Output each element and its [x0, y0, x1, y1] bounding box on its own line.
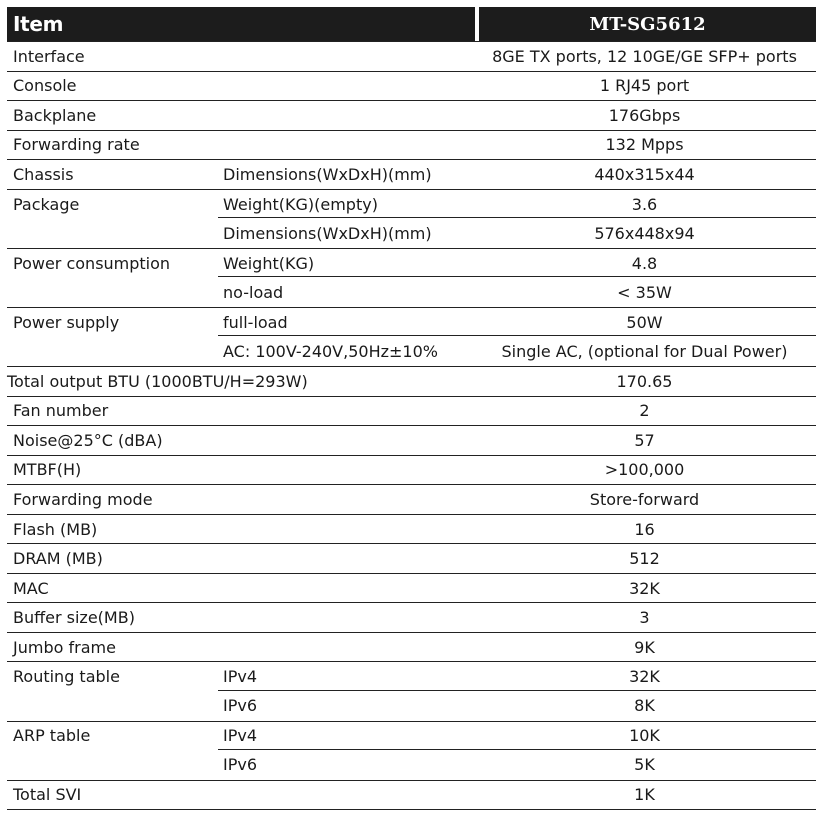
row-label: MAC — [13, 578, 49, 598]
row-value: Store-forward — [589, 489, 700, 509]
row-divider — [218, 335, 816, 336]
row-divider — [218, 749, 816, 750]
row-value: 3.6 — [631, 194, 658, 214]
table-row — [7, 366, 816, 396]
table-row — [7, 396, 816, 426]
table-row — [7, 484, 816, 514]
row-value: 10K — [629, 726, 660, 746]
row-label: Power consumption — [13, 253, 171, 273]
row-sublabel: AC: 100V-240V,50Hz±10% — [223, 341, 438, 361]
row-value: 2 — [639, 401, 650, 421]
row-label: Console — [13, 76, 77, 96]
row-sublabel: IPv4 — [223, 726, 258, 746]
table-body — [7, 41, 816, 810]
row-sublabel: IPv6 — [223, 696, 258, 716]
table-row — [7, 71, 816, 101]
row-divider — [218, 276, 816, 277]
table-row — [7, 159, 816, 189]
row-label: Noise@25°C (dBA) — [13, 430, 163, 450]
table-header — [7, 7, 816, 41]
table-row — [7, 425, 816, 455]
row-value: 8GE TX ports, 12 10GE/GE SFP+ ports — [492, 46, 797, 66]
table-row — [7, 543, 816, 573]
table-row — [7, 218, 816, 248]
row-label: Routing table — [13, 667, 120, 687]
table-bottom-border — [7, 809, 816, 810]
row-label: Total SVI — [13, 785, 82, 805]
row-value: 1 RJ45 port — [599, 76, 690, 96]
row-sublabel: IPv6 — [223, 755, 258, 775]
table-row — [7, 455, 816, 485]
row-sublabel: Dimensions(WxDxH)(mm) — [223, 164, 432, 184]
table-row — [7, 750, 816, 780]
row-value: 132 Mpps — [605, 135, 684, 155]
table-row — [7, 602, 816, 632]
row-value: 4.8 — [631, 253, 658, 273]
table-row — [7, 307, 816, 337]
row-value: 9K — [634, 637, 655, 657]
row-label: Backplane — [13, 105, 97, 125]
row-divider — [218, 217, 816, 218]
table-row — [7, 691, 816, 721]
row-value: 512 — [629, 549, 660, 569]
table-row — [7, 661, 816, 691]
row-label: Forwarding rate — [13, 135, 140, 155]
row-sublabel: Dimensions(WxDxH)(mm) — [223, 223, 432, 243]
table-row — [7, 336, 816, 366]
row-value: 1K — [634, 785, 655, 805]
row-label: ARP table — [13, 726, 91, 746]
row-value: 16 — [634, 519, 655, 539]
row-value: >100,000 — [604, 460, 685, 480]
row-value: 5K — [634, 755, 655, 775]
row-value: 576x448x94 — [594, 223, 695, 243]
row-label: Chassis — [13, 164, 74, 184]
table-row — [7, 632, 816, 662]
row-label: Power supply — [13, 312, 120, 332]
table-row — [7, 721, 816, 751]
row-value: 170.65 — [616, 371, 673, 391]
table-row — [7, 248, 816, 278]
table-row — [7, 780, 816, 810]
row-label: Buffer size(MB) — [13, 608, 135, 628]
row-label: Package — [13, 194, 80, 214]
row-label: Jumbo frame — [13, 637, 116, 657]
row-value: Single AC, (optional for Dual Power) — [501, 341, 788, 361]
table-row — [7, 41, 816, 71]
table-row — [7, 514, 816, 544]
row-sublabel: Weight(KG) — [223, 253, 315, 273]
table-row — [7, 573, 816, 603]
table-row — [7, 100, 816, 130]
row-sublabel: Weight(KG)(empty) — [223, 194, 378, 214]
row-sublabel: full-load — [223, 312, 288, 332]
row-label: Total output BTU (1000BTU/H=293W) — [7, 371, 308, 391]
table-row — [7, 130, 816, 160]
row-value: 32K — [629, 578, 660, 598]
row-value: 176Gbps — [608, 105, 681, 125]
row-value: 57 — [634, 430, 655, 450]
row-value: 32K — [629, 667, 660, 687]
row-label: Flash (MB) — [13, 519, 98, 539]
spec-table — [7, 7, 816, 810]
row-label: Fan number — [13, 401, 109, 421]
header-item: Item — [7, 7, 475, 41]
row-label: Forwarding mode — [13, 489, 153, 509]
row-label: DRAM (MB) — [13, 549, 103, 569]
header-model: MT-SG5612 — [479, 7, 816, 41]
table-row — [7, 189, 816, 219]
row-sublabel: IPv4 — [223, 667, 258, 687]
row-sublabel: no-load — [223, 282, 284, 302]
row-label: Interface — [13, 46, 85, 66]
row-value: < 35W — [617, 282, 672, 302]
row-value: 440x315x44 — [594, 164, 695, 184]
row-label: MTBF(H) — [13, 460, 82, 480]
row-value: 3 — [639, 608, 650, 628]
row-value: 50W — [626, 312, 663, 332]
row-divider — [218, 690, 816, 691]
table-row — [7, 277, 816, 307]
row-value: 8K — [634, 696, 655, 716]
